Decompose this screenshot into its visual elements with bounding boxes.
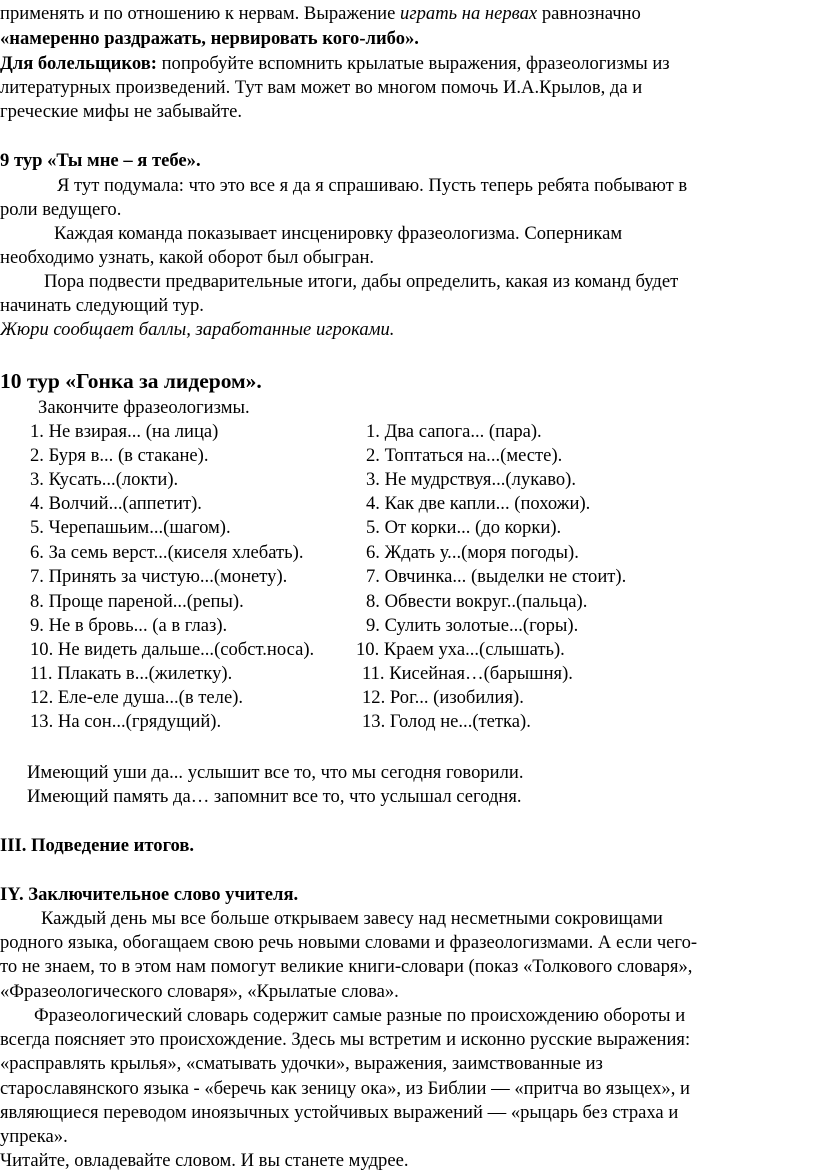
- text-line: Закончите фразеологизмы.: [38, 397, 250, 418]
- text-line: «Фразеологического словаря», «Крылатые слова».: [0, 981, 399, 1002]
- tour10-title: 10 тур «Гонка за лидером».: [0, 369, 262, 393]
- section-heading: IY. Заключительное слово учителя.: [0, 884, 299, 905]
- text-line: старославянского языка - «беречь как зеницу ока», из Библии — «притча во языцех», и: [0, 1078, 690, 1099]
- text-line: Фразеологический словарь содержит самые разные по происхождению обороты и: [34, 1005, 686, 1026]
- text-line: [0, 52, 670, 76]
- tour9-title: 9 тур «Ты мне – я тебе».: [0, 150, 201, 171]
- jury-note: Жюри сообщает баллы, заработанные игроками.: [0, 319, 395, 340]
- list-item: 13. На сон...(грядущий).: [30, 711, 222, 732]
- list-item: 3. Кусать...(локти).: [30, 469, 179, 490]
- text-line: то не знаем, то в этом нам помогут великие книги-словари (показ «Толкового словаря»,: [0, 956, 693, 977]
- closing-line: Читайте, овладевайте словом. И вы станете мудрее.: [0, 1150, 409, 1171]
- text-fragment: попробуйте вспомнить крылатые выражения, фразеологизмы из: [156, 53, 670, 74]
- list-item: 12. Еле-еле душа...(в теле).: [30, 687, 244, 708]
- text-line: Имеющий память да… запомнит все то, что услышал сегодня.: [27, 786, 522, 807]
- list-item: 2. Топтаться на...(месте).: [366, 445, 563, 466]
- text-line: Имеющий уши да... услышит все то, что мы сегодня говорили.: [27, 762, 524, 783]
- text-line: Каждый день мы все больше открываем завесу над несметными сокровищами: [41, 908, 663, 929]
- text-line: Каждая команда показывает инсценировку фразеологизма. Соперникам: [54, 223, 623, 244]
- text-line: родного языка, обогащаем свою речь новыми словами и фразеологизмами. А если чего-: [0, 932, 698, 953]
- text-line: необходимо узнать, какой оборот был обыгран.: [0, 247, 375, 268]
- list-item: 10. Краем уха...(слышать).: [356, 639, 565, 660]
- list-item: 11. Кисейная…(барышня).: [362, 663, 573, 684]
- text-line: литературных произведений. Тут вам может во многом помочь И.А.Крылов, да и: [0, 77, 643, 98]
- list-item: 4. Волчий...(аппетит).: [30, 493, 202, 514]
- list-item: 5. Черепашьим...(шагом).: [30, 517, 231, 538]
- list-item: 7. Принять за чистую...(монету).: [30, 566, 288, 587]
- list-item: 10. Не видеть дальше...(собст.носа).: [30, 639, 315, 660]
- list-item: 5. От корки... (до корки).: [366, 517, 562, 538]
- text-line: «расправлять крылья», «сматывать удочки», выражения, заимствованные из: [0, 1053, 603, 1074]
- list-item: 7. Овчинка... (выделки не стоит).: [366, 566, 627, 587]
- list-item: 9. Сулить золотые...(горы).: [366, 615, 579, 636]
- list-item: 9. Не в бровь... (а в глаз).: [30, 615, 228, 636]
- list-item: 13. Голод не...(тетка).: [362, 711, 531, 732]
- text-line: начинать следующий тур.: [0, 295, 204, 316]
- list-item: 8. Обвести вокруг..(пальца).: [366, 591, 588, 612]
- section-heading: III. Подведение итогов.: [0, 835, 195, 856]
- bold-definition: «намеренно раздражать, нервировать кого-либо».: [0, 28, 419, 49]
- list-item: 8. Проще пареной...(репы).: [30, 591, 244, 612]
- list-item: 6. За семь верст...(киселя хлебать).: [30, 542, 304, 563]
- text-line: [0, 2, 641, 26]
- text-line: являющиеся переводом иноязычных устойчивых выражений — «рыцарь без страха и: [0, 1102, 679, 1123]
- text-fragment: равнозначно: [537, 3, 641, 24]
- list-item: 3. Не мудрствуя...(лукаво).: [366, 469, 576, 490]
- list-item: 4. Как две капли... (похожи).: [366, 493, 591, 514]
- list-item: 11. Плакать в...(жилетку).: [30, 663, 233, 684]
- list-item: 12. Рог... (изобилия).: [362, 687, 524, 708]
- list-item: 2. Буря в... (в стакане).: [30, 445, 209, 466]
- list-item: 1. Два сапога... (пара).: [366, 421, 542, 442]
- text-fragment: применять и по отношению к нервам. Выражение: [0, 3, 401, 24]
- text-line: всегда поясняет это происхождение. Здесь мы встретим и исконно русские выражения:: [0, 1029, 691, 1050]
- text-line: роли ведущего.: [0, 199, 122, 220]
- list-item: 6. Ждать у...(моря погоды).: [366, 542, 579, 563]
- italic-phrase: играть на нервах: [400, 3, 538, 24]
- text-line: Я тут подумала: что это все я да я спрашиваю. Пусть теперь ребята побывают в: [57, 175, 688, 196]
- text-line: греческие мифы не забывайте.: [0, 101, 242, 122]
- text-line: упрека».: [0, 1126, 68, 1147]
- label-fans: Для болельщиков:: [0, 53, 157, 74]
- text-line: Пора подвести предварительные итоги, дабы определить, какая из команд будет: [44, 271, 679, 292]
- list-item: 1. Не взирая... (на лица): [30, 421, 219, 442]
